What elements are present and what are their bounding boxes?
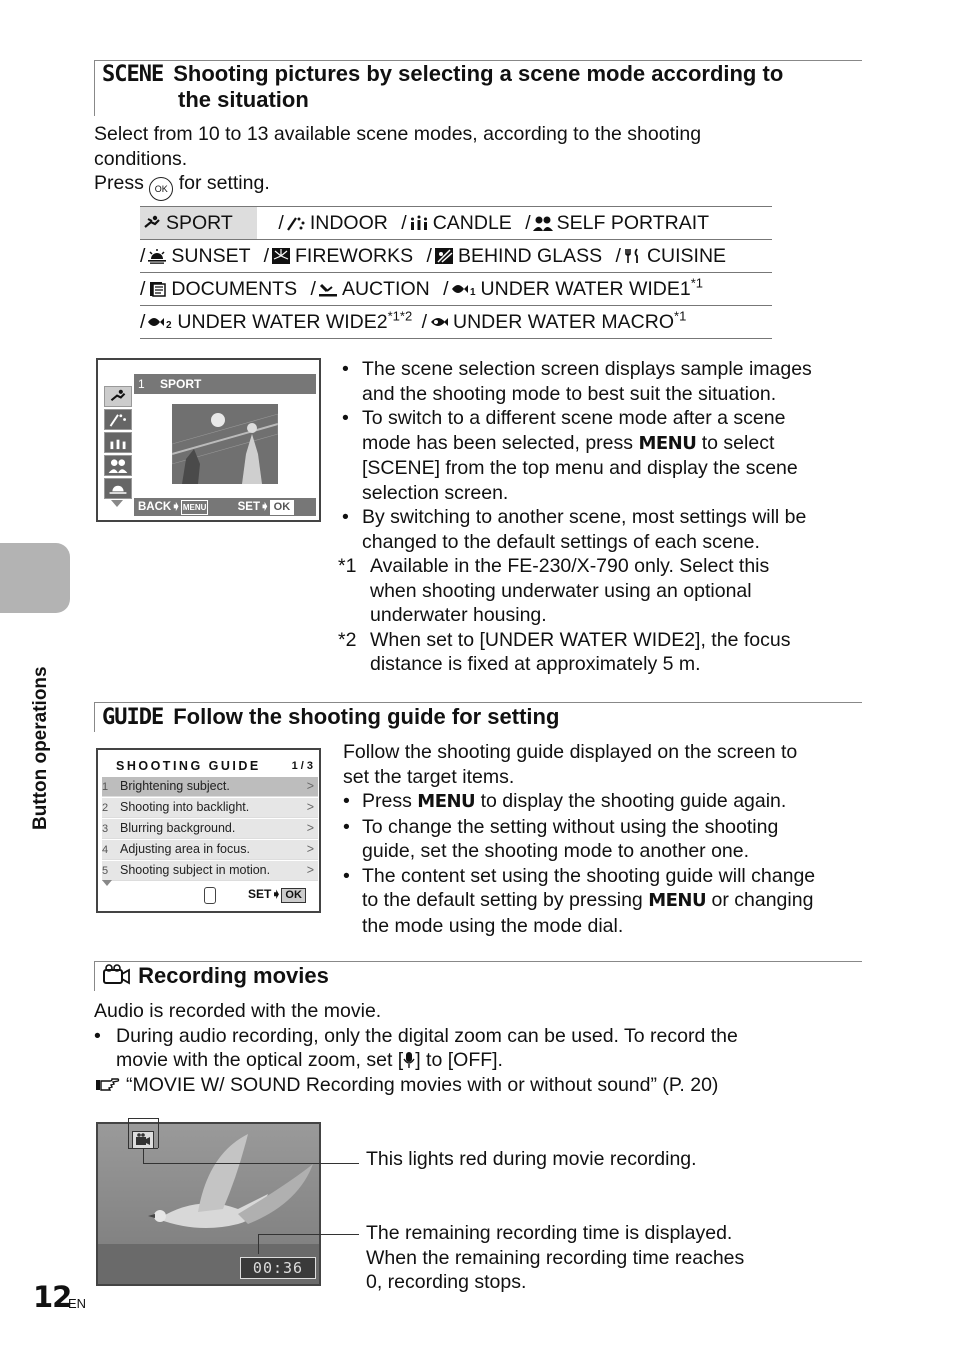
chevron-right-icon: > — [306, 863, 314, 877]
press-ok-line: Press OK for setting. — [94, 171, 874, 201]
callout1-line-h — [143, 1163, 359, 1164]
guide-section-bar — [94, 702, 95, 732]
guide-row[interactable] — [102, 798, 318, 818]
guide-section-title: GUIDE Follow the shooting guide for setting — [102, 704, 560, 730]
scene-row-4: / 2 UNDER WATER $WIDE2^{*1*2}$ / UNDER WATER MACRO$^{*1}$ — [140, 306, 772, 339]
guide-row-label: Adjusting area in focus. — [120, 842, 250, 856]
scene-selection-screen — [96, 358, 321, 522]
guide-text: Follow the shooting guide displayed on the screen to set the target items. • Press MENU to display the shooting guide again. • To change the setting without using the shooting guide, set the shooting mode to another one. • The content set using the shooting guide will change to the default setting by pressing MENU or changing the mode using the mode dial. — [343, 740, 868, 938]
callout1-text: This lights red during movie recording. — [366, 1148, 697, 1170]
behind-glass-icon — [434, 248, 454, 264]
movie-recording-screen — [96, 1122, 321, 1286]
chevron-right-icon: > — [306, 821, 314, 835]
underwater-macro-icon — [429, 314, 449, 330]
guide-set-ok: SET➧ OK — [248, 887, 306, 903]
callout2-line-v — [258, 1234, 259, 1254]
reference-line: “MOVIE W/ SOUND Recording movies with or without sound” (P. 20) — [94, 1073, 874, 1098]
sport-sample-image — [172, 404, 278, 484]
callout1-box-right — [158, 1118, 159, 1148]
language-code: EN — [68, 1296, 87, 1311]
candle-icon — [409, 215, 429, 231]
underwater-wide2-icon — [147, 314, 173, 330]
footnote-2: *2 When set to [UNDER WATER WIDE2], the focus distance is fixed at approximately 5 m. — [338, 628, 791, 675]
guide-row-number: 2 — [102, 802, 109, 814]
auction-icon — [318, 281, 338, 297]
self-portrait-icon — [533, 215, 553, 231]
list-item: • The scene selection screen displays sample images and the shooting mode to best suit the situation. — [342, 358, 812, 405]
guide-tag: GUIDE — [102, 705, 164, 730]
footnote-1: *1 Available in the FE-230/X-790 only. Select this when shooting underwater using an optional underwater housing. — [338, 555, 770, 626]
remaining-time-display: 00:36 — [240, 1257, 316, 1279]
scene-row-2: / SUNSET / FIREWORKS / BEHIND GLASS / CUISINE — [140, 240, 772, 273]
list-item: • Press MENU to display the shooting guide again. — [343, 790, 787, 812]
sunset-icon — [147, 248, 167, 264]
guide-row-label: Blurring background. — [120, 821, 236, 835]
svg-text:2: 2 — [166, 320, 172, 330]
guide-row-label: Shooting subject in motion. — [120, 863, 271, 877]
list-item: • By switching to another scene, most settings will be changed to the default settings of each scene. — [342, 506, 807, 553]
guide-row[interactable] — [102, 840, 318, 860]
guide-screen-header: SHOOTING GUIDE — [116, 759, 261, 773]
thumb-indoor-icon — [104, 409, 132, 430]
chevron-right-icon: > — [306, 842, 314, 856]
callout1-box-top — [128, 1118, 158, 1119]
guide-row-number: 3 — [102, 823, 109, 835]
list-item: • To switch to a different scene mode after a scene mode has been selected, press MENU to select [SCENE] from the top menu and display the scene selection screen. — [342, 407, 798, 504]
chevron-right-icon: > — [306, 800, 314, 814]
movie-text: Audio is recorded with the movie. • During audio recording, only the digital zoom can be used. To record the movie with the optical zoom, set [ ] to [OFF]. “MOVIE W/ SOUND Recording movies with or without sound” (P. 20) — [94, 999, 874, 1097]
scroll-down-arrow-icon — [102, 880, 112, 886]
documents-icon — [147, 281, 167, 297]
menu-button-label: MENU — [638, 432, 697, 454]
microphone-icon — [403, 1051, 415, 1069]
movie-section-rule — [94, 961, 862, 962]
scene-tag: SCENE — [102, 62, 164, 87]
dial-arrows-icon — [204, 887, 216, 904]
callout1-box-left — [128, 1118, 129, 1148]
guide-row[interactable] — [102, 819, 318, 839]
guide-page-indicator: 1 / 3 — [291, 760, 313, 772]
side-tab — [0, 543, 70, 613]
guide-row-label: Shooting into backlight. — [120, 800, 250, 814]
thumb-self-portrait-icon — [104, 455, 132, 476]
ok-button-icon: OK — [149, 177, 173, 201]
guide-row[interactable] — [102, 777, 318, 797]
guide-row-label: Brightening subject. — [120, 779, 230, 793]
scroll-down-arrow-icon — [111, 500, 123, 507]
recording-indicator-icon — [132, 1131, 154, 1149]
callout2-line-h — [258, 1234, 359, 1235]
guide-row-number: 1 — [102, 781, 109, 793]
indoor-icon — [286, 215, 306, 231]
scene-intro: Select from 10 to 13 available scene modes, according to the shooting conditions. Press OK for setting. — [94, 122, 874, 201]
menu-button-label: MENU — [648, 890, 707, 911]
underwater-wide1-icon — [451, 281, 477, 297]
sport-icon — [142, 215, 162, 231]
list-item: • To change the setting without using the shooting guide, set the shooting mode to another one. — [343, 815, 779, 862]
pointing-hand-icon — [94, 1076, 120, 1094]
chevron-right-icon: > — [306, 779, 314, 793]
callout1-line-v — [143, 1148, 144, 1163]
movie-section-title: Recording movies — [102, 963, 329, 988]
scene-bullets — [338, 357, 868, 677]
guide-section-rule — [94, 702, 862, 703]
scene-mode-table — [140, 206, 772, 339]
menu-button-label: MENU — [417, 791, 476, 812]
cuisine-icon — [623, 248, 643, 264]
list-item: • The content set using the shooting guide will change to the default setting by pressing MENU or changing the mode using the mode dial. — [343, 864, 816, 937]
fireworks-icon — [271, 248, 291, 264]
guide-row-number: 4 — [102, 844, 109, 856]
page-number: 12 — [33, 1280, 72, 1314]
sidebar-label: Button operations — [30, 666, 51, 830]
callout2-text: The remaining recording time is displayed. When the remaining recording time reaches 0, recording stops. — [366, 1222, 745, 1293]
scene-screen-footer: BACK➧ MENU SET➧ OK — [134, 498, 316, 516]
svg-text:1: 1 — [469, 287, 476, 297]
scene-row-1: SPORT / INDOOR / CANDLE / SELF PORTRAIT — [140, 206, 772, 240]
scene-section-bar — [94, 60, 95, 116]
ok-key-icon: OK — [270, 500, 295, 515]
thumb-candle-icon — [104, 432, 132, 453]
guide-row[interactable] — [102, 861, 318, 881]
shooting-guide-screen — [96, 748, 321, 913]
scene-row-3: / DOCUMENTS / AUCTION / 1 UNDER WATER WIDE1$^{*1}$ — [140, 273, 772, 306]
guide-row-number: 5 — [102, 865, 109, 877]
movie-camera-icon — [102, 964, 132, 986]
thumb-sport-icon — [104, 386, 132, 407]
thumb-sunset-icon — [104, 478, 132, 499]
movie-section-bar — [94, 961, 95, 991]
scene-screen-header: 1 SPORT — [134, 374, 316, 394]
list-item: • During audio recording, only the digital zoom can be used. To record the movie with the optical zoom, set [ ] to [OFF]. — [94, 1024, 738, 1071]
scene-section-title: SCENE Shooting pictures by selecting a scene mode according to the situation — [102, 61, 784, 112]
menu-button-icon: MENU — [181, 500, 209, 515]
ok-key-icon: OK — [281, 888, 306, 903]
